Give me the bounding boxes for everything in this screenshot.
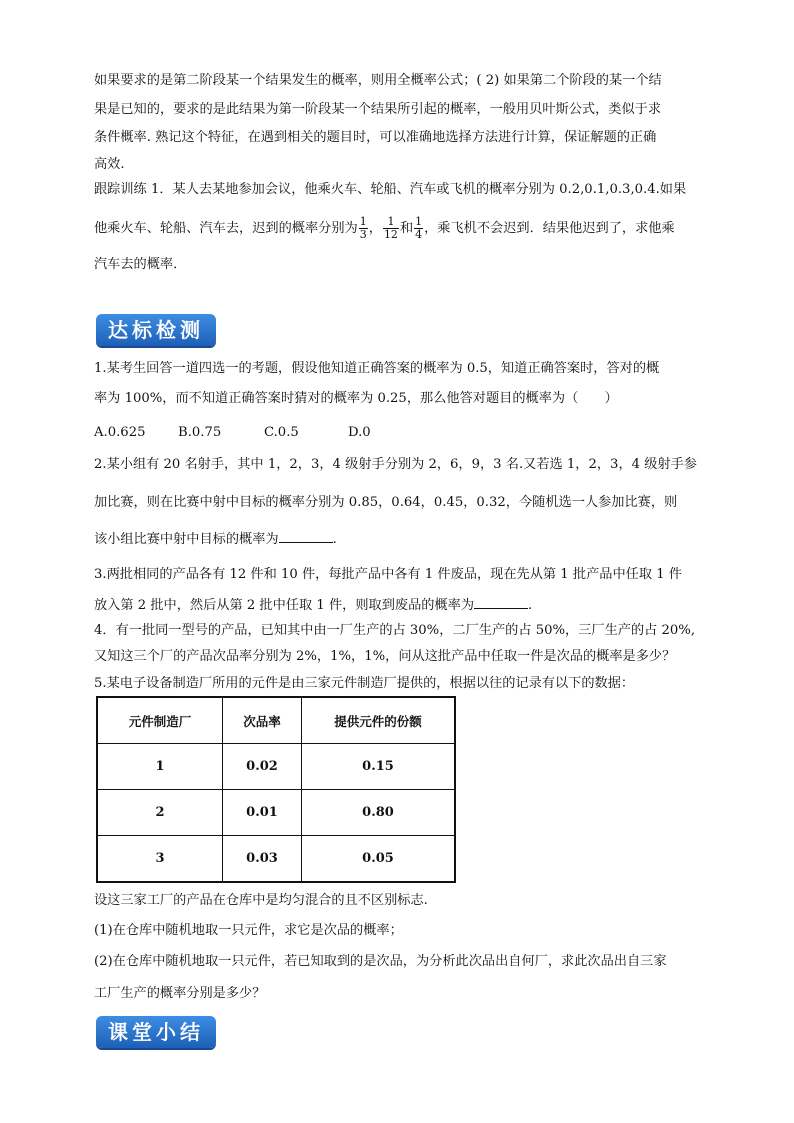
practice-line-3: 汽车去的概率． [94, 257, 187, 272]
q5-after-4: 工厂生产的概率分别是多少？ [94, 986, 266, 1001]
intro-line-4: 高效. [94, 157, 125, 172]
q2-line-3: 该小组比赛中射中目标的概率为 . [94, 532, 337, 547]
header-defect-rate: 次品率 [223, 697, 302, 744]
q1-line-1: 1.某考生回答一道四选一的考题，假设他知道正确答案的概率为 0.5，知道正确答案时，答对的概 [94, 361, 660, 376]
q3-answer-blank [474, 596, 528, 609]
table-row [97, 790, 455, 836]
cell-manufacturer: 1 [97, 744, 223, 790]
q3-line-2-text: 放入第 2 批中，然后从第 2 批中任取 1 件，则取到废品的概率为 [94, 598, 475, 613]
cell-defect-rate: 0.03 [223, 836, 302, 883]
q2-answer-blank [279, 530, 333, 543]
header-manufacturer: 元件制造厂 [97, 697, 223, 744]
q1-option-b: B.0.75 [178, 425, 222, 440]
q2-line-2: 加比赛，则在比赛中射中目标的概率分别为 0.85，0.64，0.45，0.32，今随机选一人参加比赛，则 [94, 495, 678, 510]
table-row [97, 744, 455, 790]
q5-after-3: (2)在仓库中随机地取一只元件，若已知取到的是次品，为分析此次品出自何厂，求此次品出自三家 [94, 954, 667, 969]
q1-line-2: 率为 100%，而不知道正确答案时猜对的概率为 0.25，那么他答对题目的概率为（ ） [94, 391, 618, 406]
fraction-1-12: $\frac{1}{12}$ [383, 215, 398, 241]
practice-line-2-end: ，乘飞机不会迟到．结果他迟到了，求他乘 [424, 221, 675, 236]
cell-manufacturer: 2 [97, 790, 223, 836]
fraction-1-4: $\frac{1}{4}$ [415, 215, 423, 241]
practice-line-1: 跟踪训练 1．某人去某地参加会议，他乘火车、轮船、汽车或飞机的概率分别为 0.2,0.1,0.3,0.4.如果 [94, 182, 687, 197]
cell-supply-share: 0.05 [302, 836, 456, 883]
q1-options [94, 424, 371, 442]
q5-line-1: 5.某电子设备制造厂所用的元件是由三家元件制造厂提供的，根据以往的记录有以下的数据： [94, 676, 635, 691]
intro-line-3: 条件概率. 熟记这个特征，在遇到相关的题目时，可以准确地选择方法进行计算，保证解题的正确 [94, 130, 657, 145]
q3-line-1: 3.两批相同的产品各有 12 件和 10 件，每批产品中各有 1 件废品，现在先从第 1 批产品中任取 1 件 [94, 567, 682, 582]
q1-option-a: A.0.625 [94, 425, 146, 440]
q2-line-1: 2.某小组有 20 名射手，其中 1，2，3，4 级射手分别为 2，6，9，3 名.又若选 1，2，3，4 级射手参 [94, 457, 697, 472]
intro-line-2: 果是已知的，要求的是此结果为第一阶段某一个结果所引起的概率，一般用贝叶斯公式，类似于求 [94, 102, 662, 117]
intro-line-1: 如果要求的是第二阶段某一个结果发生的概率，则用全概率公式；( 2) 如果第二个阶段的某一个结 [94, 73, 662, 88]
cell-supply-share: 0.80 [302, 790, 456, 836]
q3-line-2: 放入第 2 批中，然后从第 2 批中任取 1 件，则取到废品的概率为 . [94, 598, 533, 613]
comma: ， [368, 221, 382, 236]
table-header-row [97, 697, 455, 744]
cell-defect-rate: 0.02 [223, 744, 302, 790]
q5-after-1: 设这三家工厂的产品在仓库中是均匀混合的且不区别标志. [94, 893, 428, 908]
fraction-1-3: $\frac{1}{3}$ [359, 215, 367, 241]
section-banner-class-summary: 课堂小结 [96, 1016, 216, 1048]
table-row [97, 836, 455, 883]
q1-option-c: C.0.5 [264, 425, 299, 440]
q4-line-2: 又知这三个厂的产品次品率分别为 2%，1%，1%，问从这批产品中任取一件是次品的概率是多少？ [94, 649, 676, 664]
q2-line-3-text: 该小组比赛中射中目标的概率为 [94, 532, 279, 547]
q5-after-2: (1)在仓库中随机地取一只元件，求它是次品的概率； [94, 923, 403, 938]
q1-option-d: D.0 [348, 425, 371, 440]
defect-rate-table [96, 696, 456, 883]
header-supply-share: 提供元件的份额 [302, 697, 456, 744]
cell-defect-rate: 0.01 [223, 790, 302, 836]
cell-supply-share: 0.15 [302, 744, 456, 790]
practice-line-2 [94, 216, 675, 241]
section-banner-practice-check: 达标检测 [96, 314, 216, 346]
and-word: 和 [399, 221, 414, 236]
q4-line-1: 4．有一批同一型号的产品，已知其中由一厂生产的占 30%，二厂生产的占 50%，三厂生产的占 20%, [94, 623, 696, 638]
practice-line-2-start: 他乘火车、轮船、汽车去，迟到的概率分别为 [94, 221, 358, 236]
cell-manufacturer: 3 [97, 836, 223, 883]
